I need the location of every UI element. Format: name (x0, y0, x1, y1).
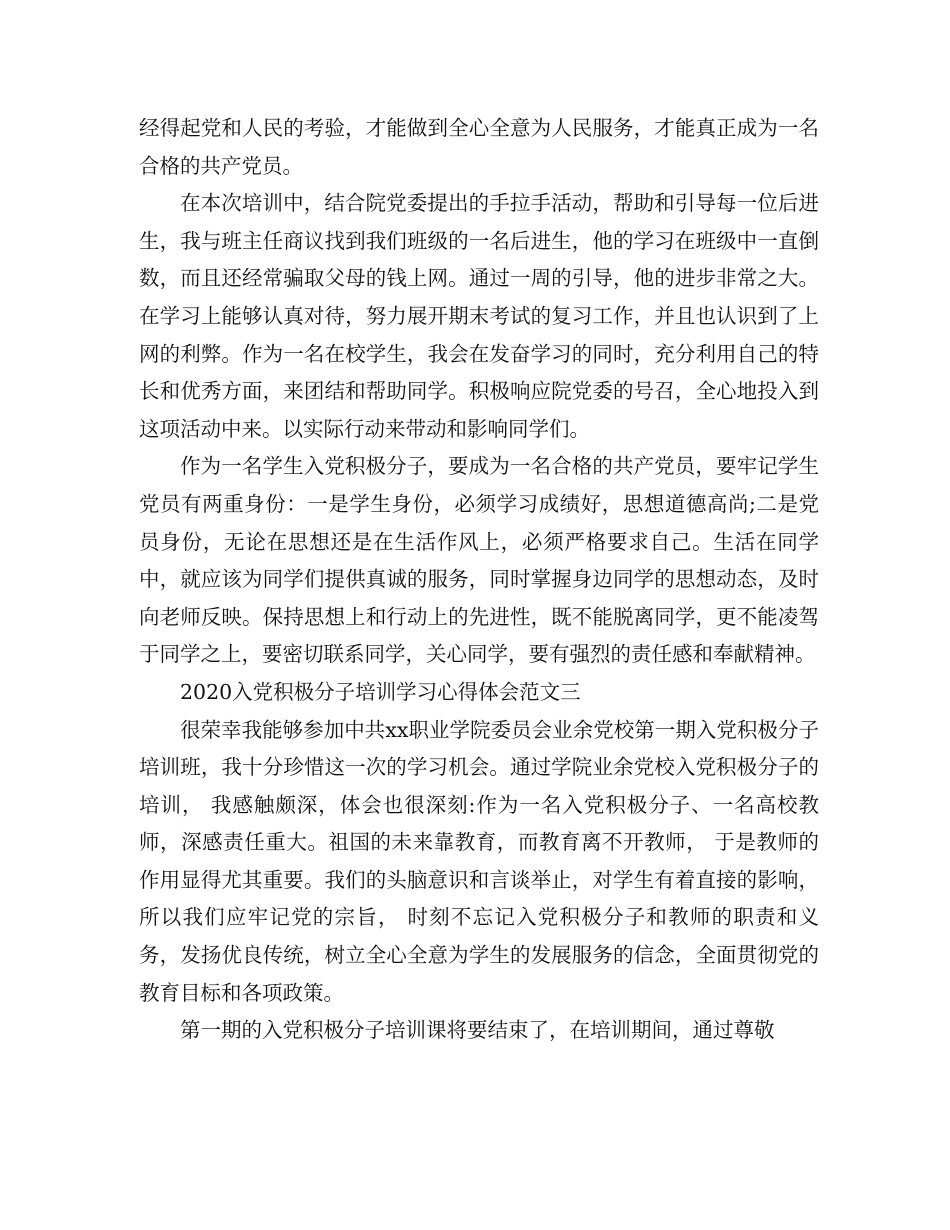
document-body (139, 110, 819, 1050)
paragraph-training-activity: 在本次培训中，结合院党委提出的手拉手活动，帮助和引导每一位后进生，我与班主任商议找到我们班级的一名后进生，他的学习在班级中一直倒数，而且还经常骗取父母的钱上网。通过一周的引导，他的进步非常之大。在学习上能够认真对待，努力展开期末考试的复习工作，并且也认识到了上网的利弊。作为一名在校学生，我会在发奋学习的同时，充分利用自己的特长和优秀方面，来团结和帮助同学。积极响应院党委的号召，全心地投入到这项活动中来。以实际行动来带动和影响同学们。 (139, 191, 819, 441)
paragraph-honor-participation: 很荣幸我能够参加中共xx职业学院委员会业余党校第一期入党积极分子培训班，我十分珍惜这一次的学习机会。通过学院业余党校入党积极分子的培训， 我感触颇深，体会也很深刻:作为一名入党积极分子、一名高校教师，深感责任重大。祖国的未来靠教育，而教育离不开教师， 于是教师的作用显得尤其重要。我们的头脑意识和言谈举止，对学生有着直接的影响， 所以我们应牢记党的宗旨， 时刻不忘记入党积极分子和教师的职责和义务，发扬优良传统，树立全心全意为学生的发展服务的信念，全面贯彻党的教育目标和各项政策。 (139, 717, 819, 1005)
paragraph-closing: 第一期的入党积极分子培训课将要结束了，在培训期间，通过尊敬 (180, 1018, 775, 1043)
paragraph-student-member: 作为一名学生入党积极分子，要成为一名合格的共产党员，要牢记学生党员有两重身份：一是学生身份，必须学习成绩好，思想道德高尚;二是党员身份，无论在思想还是在生活作风上，必须严格要求自己。生活在同学中，就应该为同学们提供真诚的服务，同时掌握身边同学的思想动态，及时向老师反映。保持思想上和行动上的先进性，既不能脱离同学，更不能凌驾于同学之上，要密切联系同学，关心同学，要有强烈的责任感和奉献精神。 (139, 454, 819, 667)
paragraph-continuation: 经得起党和人民的考验，才能做到全心全意为人民服务，才能真正成为一名合格的共产党员。 (139, 116, 819, 178)
section-heading: 2020入党积极分子培训学习心得体会范文三 (180, 679, 581, 704)
